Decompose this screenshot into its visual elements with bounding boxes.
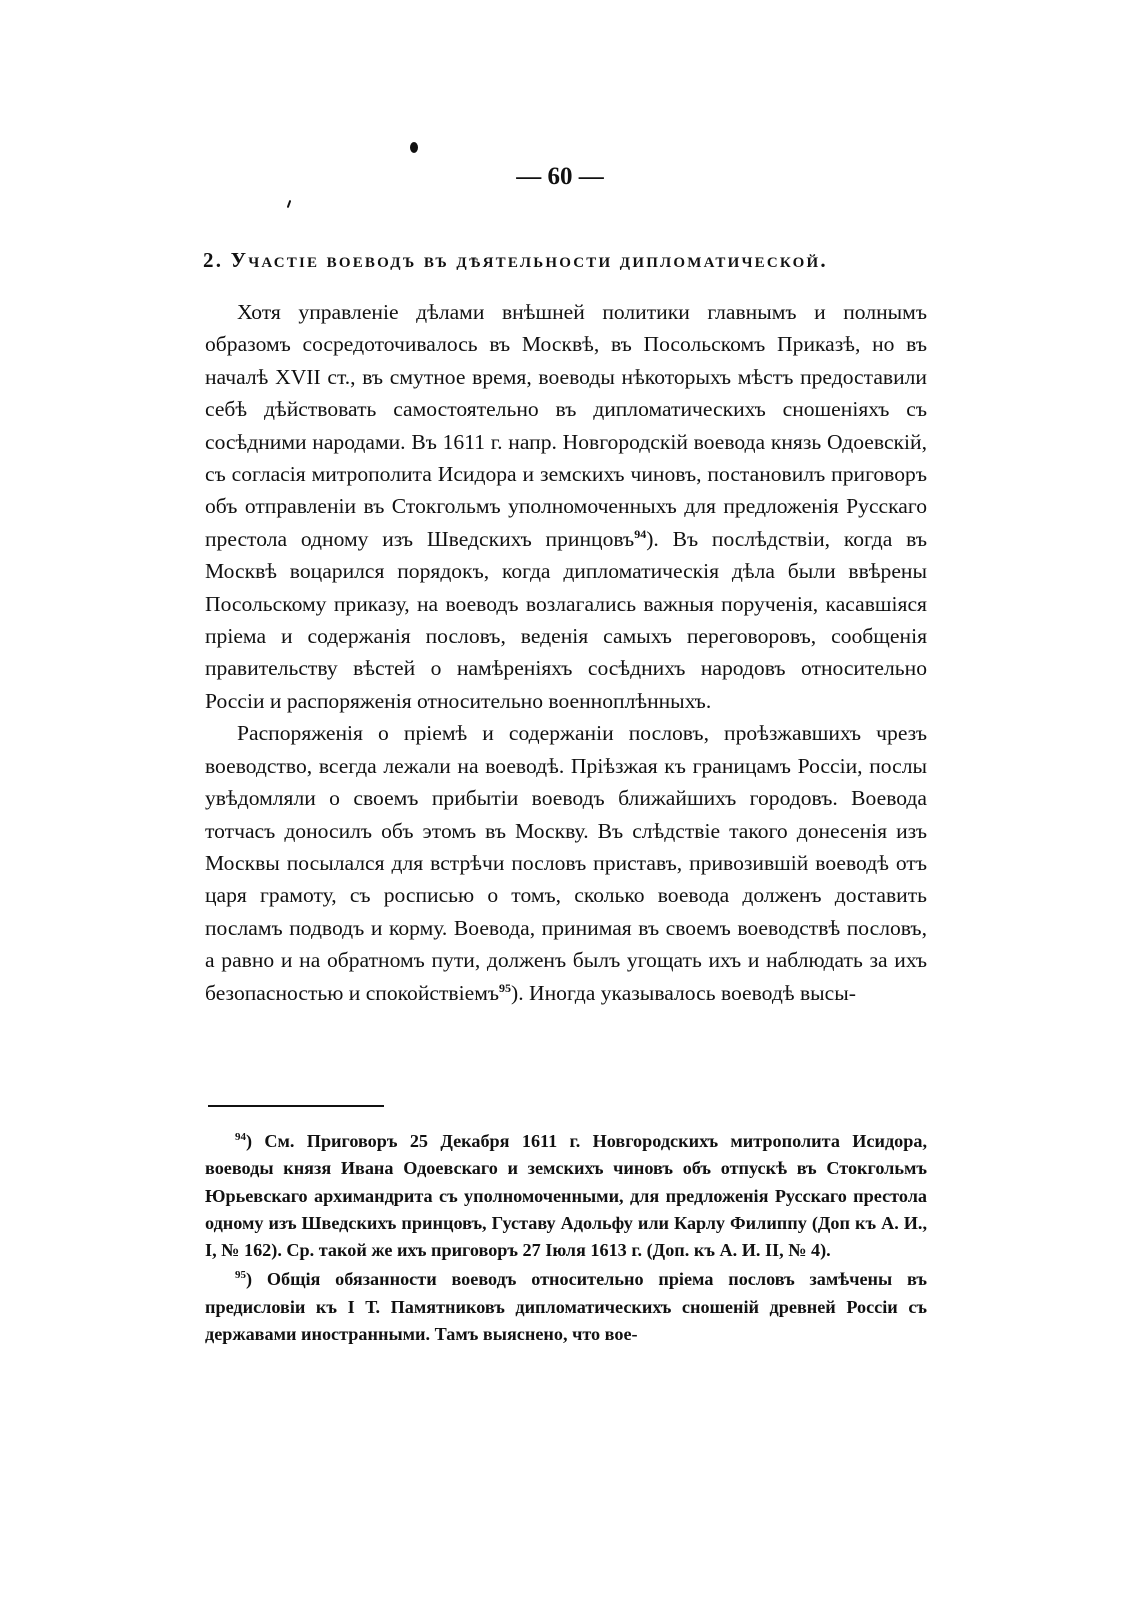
footnote-ref-95: 95 <box>499 980 512 995</box>
paragraph-2 <box>205 717 927 1009</box>
page-number: — 60 — <box>516 163 604 190</box>
ink-speck <box>410 142 418 153</box>
footnote-text: ) Общiя обязанности воеводъ относительно прiема пословъ замѣчены въ предисловiи къ I Т. Памятниковъ дипломатическихъ сношенiй древней Россiи съ державами иностранными. Тамъ выяснено, что вое- <box>205 1269 927 1345</box>
footnotes <box>205 1128 927 1348</box>
footnote-separator <box>208 1105 384 1107</box>
footnote-mark: 95 <box>235 1269 246 1282</box>
section-heading: 2. Участiе воеводъ въ дѣятельности дипломатической. <box>203 248 828 272</box>
paragraph-2-text: Распоряженiя о прiемѣ и содержанiи пословъ, проѣзжавшихъ чрезъ воеводство, всегда лежали на воеводѣ. Прiѣзжая къ границамъ Россiи, послы увѣдомляли о своемъ прибытiи воеводъ ближайшихъ городовъ. Воевода тотчасъ доносилъ объ этомъ въ Москву. Въ слѣдствiе такого донесенiя изъ Москвы посылался для встрѣчи пословъ приставъ, привозившiй воеводѣ отъ царя грамоту, съ росписью о томъ, сколько воевода долженъ доставить посламъ подводъ и корму. Воевода, принимая въ своемъ воеводствѣ пословъ, а равно и на обратномъ пути, долженъ былъ угощать ихъ и наблюдать за ихъ безопасностью и спокойствiемъ <box>205 721 927 1005</box>
footnote-95 <box>205 1266 927 1348</box>
paragraph-1-text: Хотя управленiе дѣлами внѣшней политики главнымъ и полнымъ образомъ сосредоточивалось въ Москвѣ, въ Посольскомъ Приказѣ, но въ началѣ XVII ст., въ смутное время, воеводы нѣкоторыхъ мѣстъ предоставили себѣ дѣйствовать самостоятельно въ дипломатическихъ сношенiяхъ съ сосѣдними народами. Въ 1611 г. напр. Новгородскiй воевода князь Одоевскiй, съ согласiя митрополита Исидора и земскихъ чиновъ, постановилъ приговоръ объ отправленiи въ Стокгольмъ уполномоченныхъ для предложенiя Русскаго престола одному изъ Шведскихъ принцовъ <box>205 300 927 551</box>
paragraph-1 <box>205 296 927 717</box>
main-text <box>205 296 927 1009</box>
ink-speck <box>287 200 292 208</box>
footnote-mark: 94 <box>235 1131 246 1143</box>
paragraph-1-continuation: ). Въ послѣдствiи, когда въ Москвѣ воцарился порядокъ, когда дипломатическiя дѣла были ввѣрены Посольскому приказу, на воеводъ возлагались важныя порученiя, касавшiяся прiема и содержанiя пословъ, веденiя самыхъ переговоровъ, сообщенiя правительству вѣстей о намѣренiяхъ сосѣднихъ народовъ относительно Россiи и распоряженiя относительно военноплѣнныхъ. <box>205 526 927 713</box>
paragraph-2-continuation: ). Иногда указывалось воеводѣ высы- <box>511 980 856 1005</box>
footnote-94 <box>205 1128 927 1264</box>
footnote-text: ) См. Приговоръ 25 Декабря 1611 г. Новгородскихъ митрополита Исидора, воеводы князя Ивана Одоевскаго и земскихъ чиновъ объ отпускѣ въ Стокгольмъ Юрьевскаго архимандрита съ уполномоченными, для предложенiя Русскаго престола одному изъ Шведскихъ принцовъ, Густаву Адольфу или Карлу Филиппу (Доп къ А. И., I, № 162). Ср. такой же ихъ приговоръ 27 Iюля 1613 г. (Доп. къ А. И. II, № 4). <box>205 1131 927 1261</box>
footnote-ref-94: 94 <box>634 526 647 541</box>
